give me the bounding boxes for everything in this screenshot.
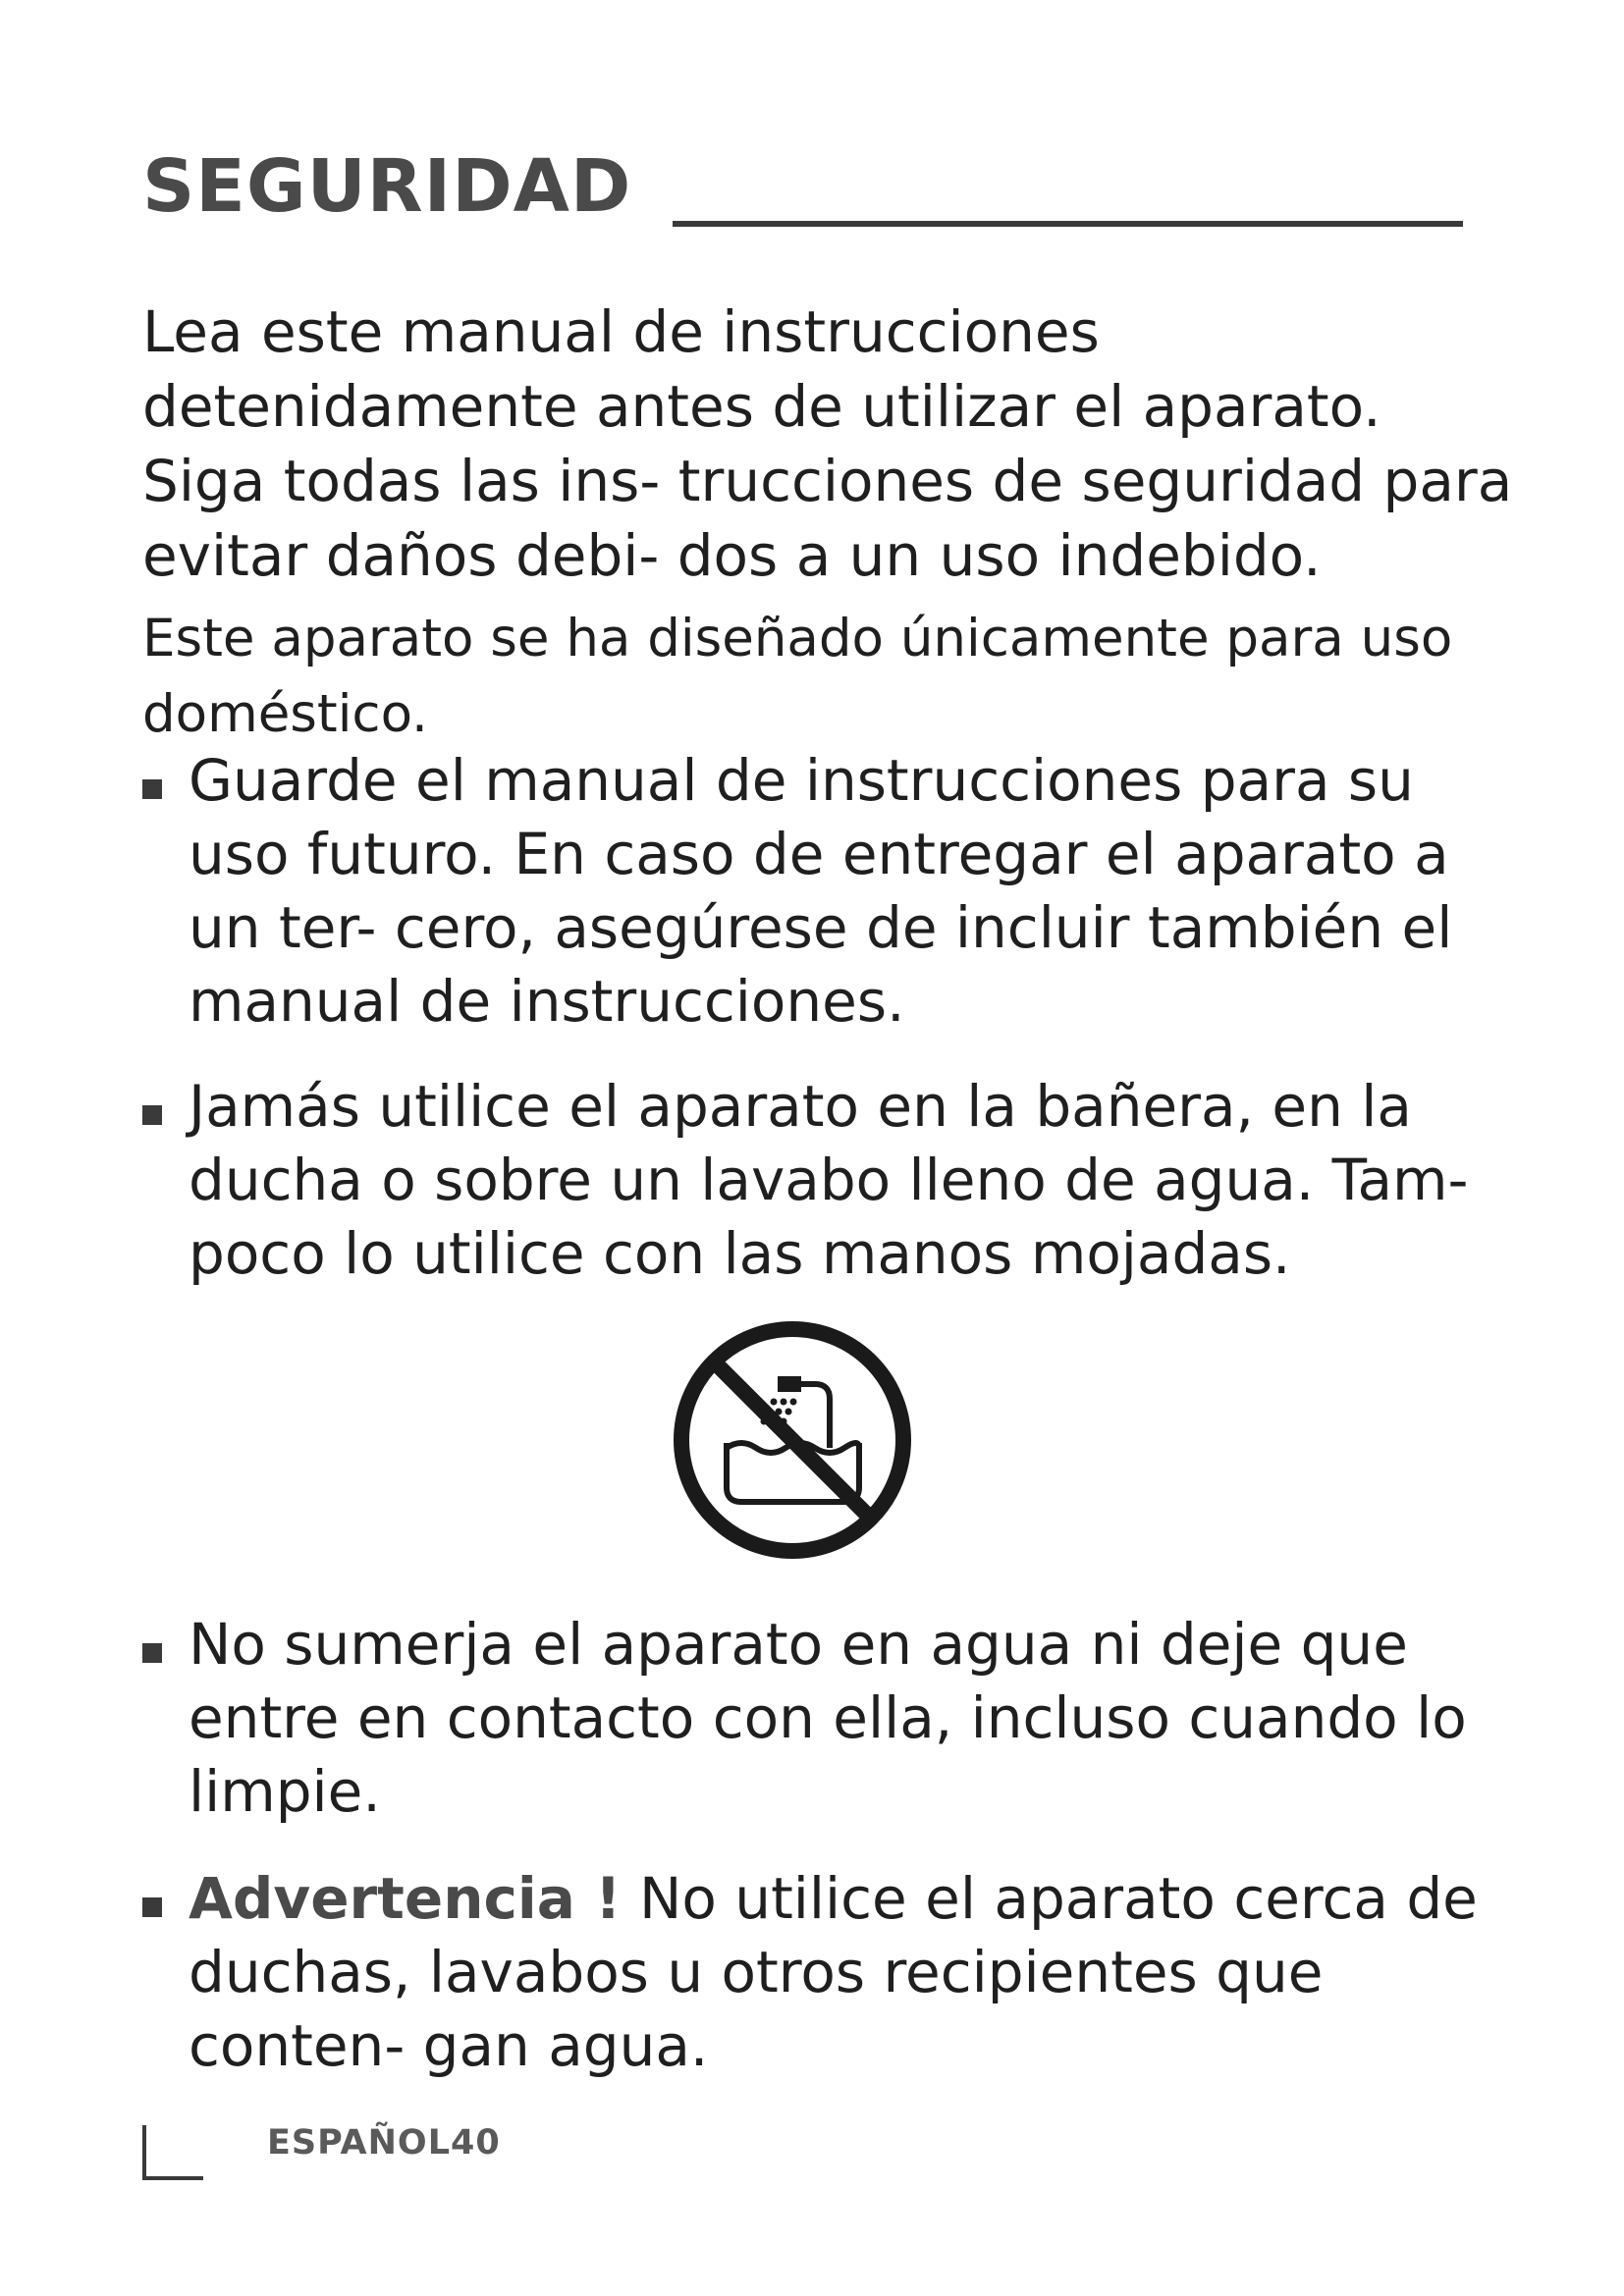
bullet-square-icon [142, 1897, 162, 1917]
page-number: 40 [451, 2123, 501, 2163]
safety-bullet-warning [142, 1862, 1512, 2083]
bullet-text: No sumerja el aparato en agua ni deje que entre en contacto con ella, incluso cuando lo limpie. [189, 1611, 1467, 1825]
page-corner-mark [142, 2125, 203, 2180]
bullet-square-icon [142, 779, 162, 799]
warning-text: No utilice el aparato cerca de duchas, lavabos u otros recipientes que conten- gan agua. [189, 1865, 1478, 2079]
section-header [142, 137, 1463, 236]
intro-paragraph: Lea este manual de instrucciones detenidamente antes de utilizar el aparato. Siga todas las ins- trucciones de seguridad para evitar daños debi- dos a un uso indebido. [142, 298, 1513, 589]
heading-rule [673, 221, 1463, 227]
page-footer [267, 2123, 501, 2163]
no-use-in-bath-icon [668, 1315, 917, 1565]
bullet-text [189, 1862, 1512, 2083]
safety-bullet-keep-manual [142, 744, 1512, 1039]
bullet-text: Jamás utilice el aparato en la bañera, en la ducha o sobre un lavabo lleno de agua. Tam- poco lo utilice con las manos mojadas. [189, 1073, 1469, 1287]
footer-language: ESPAÑOL [267, 2123, 451, 2163]
section-title: SEGURIDAD [142, 144, 632, 229]
bullet-square-icon [142, 1105, 162, 1125]
bullet-text: Guarde el manual de instrucciones para su uso futuro. En caso de entregar el aparato a un ter- cero, asegúrese de incluir también el manual de instrucciones. [189, 747, 1453, 1035]
safety-bullet-no-bath [142, 1070, 1512, 1291]
intro-paragraph-scope: Este aparato se ha diseñado únicamente para uso doméstico. [142, 609, 1453, 744]
safety-bullet-no-submerge [142, 1608, 1512, 1829]
warning-label: Advertencia ! [189, 1865, 622, 1932]
bullet-square-icon [142, 1643, 162, 1663]
